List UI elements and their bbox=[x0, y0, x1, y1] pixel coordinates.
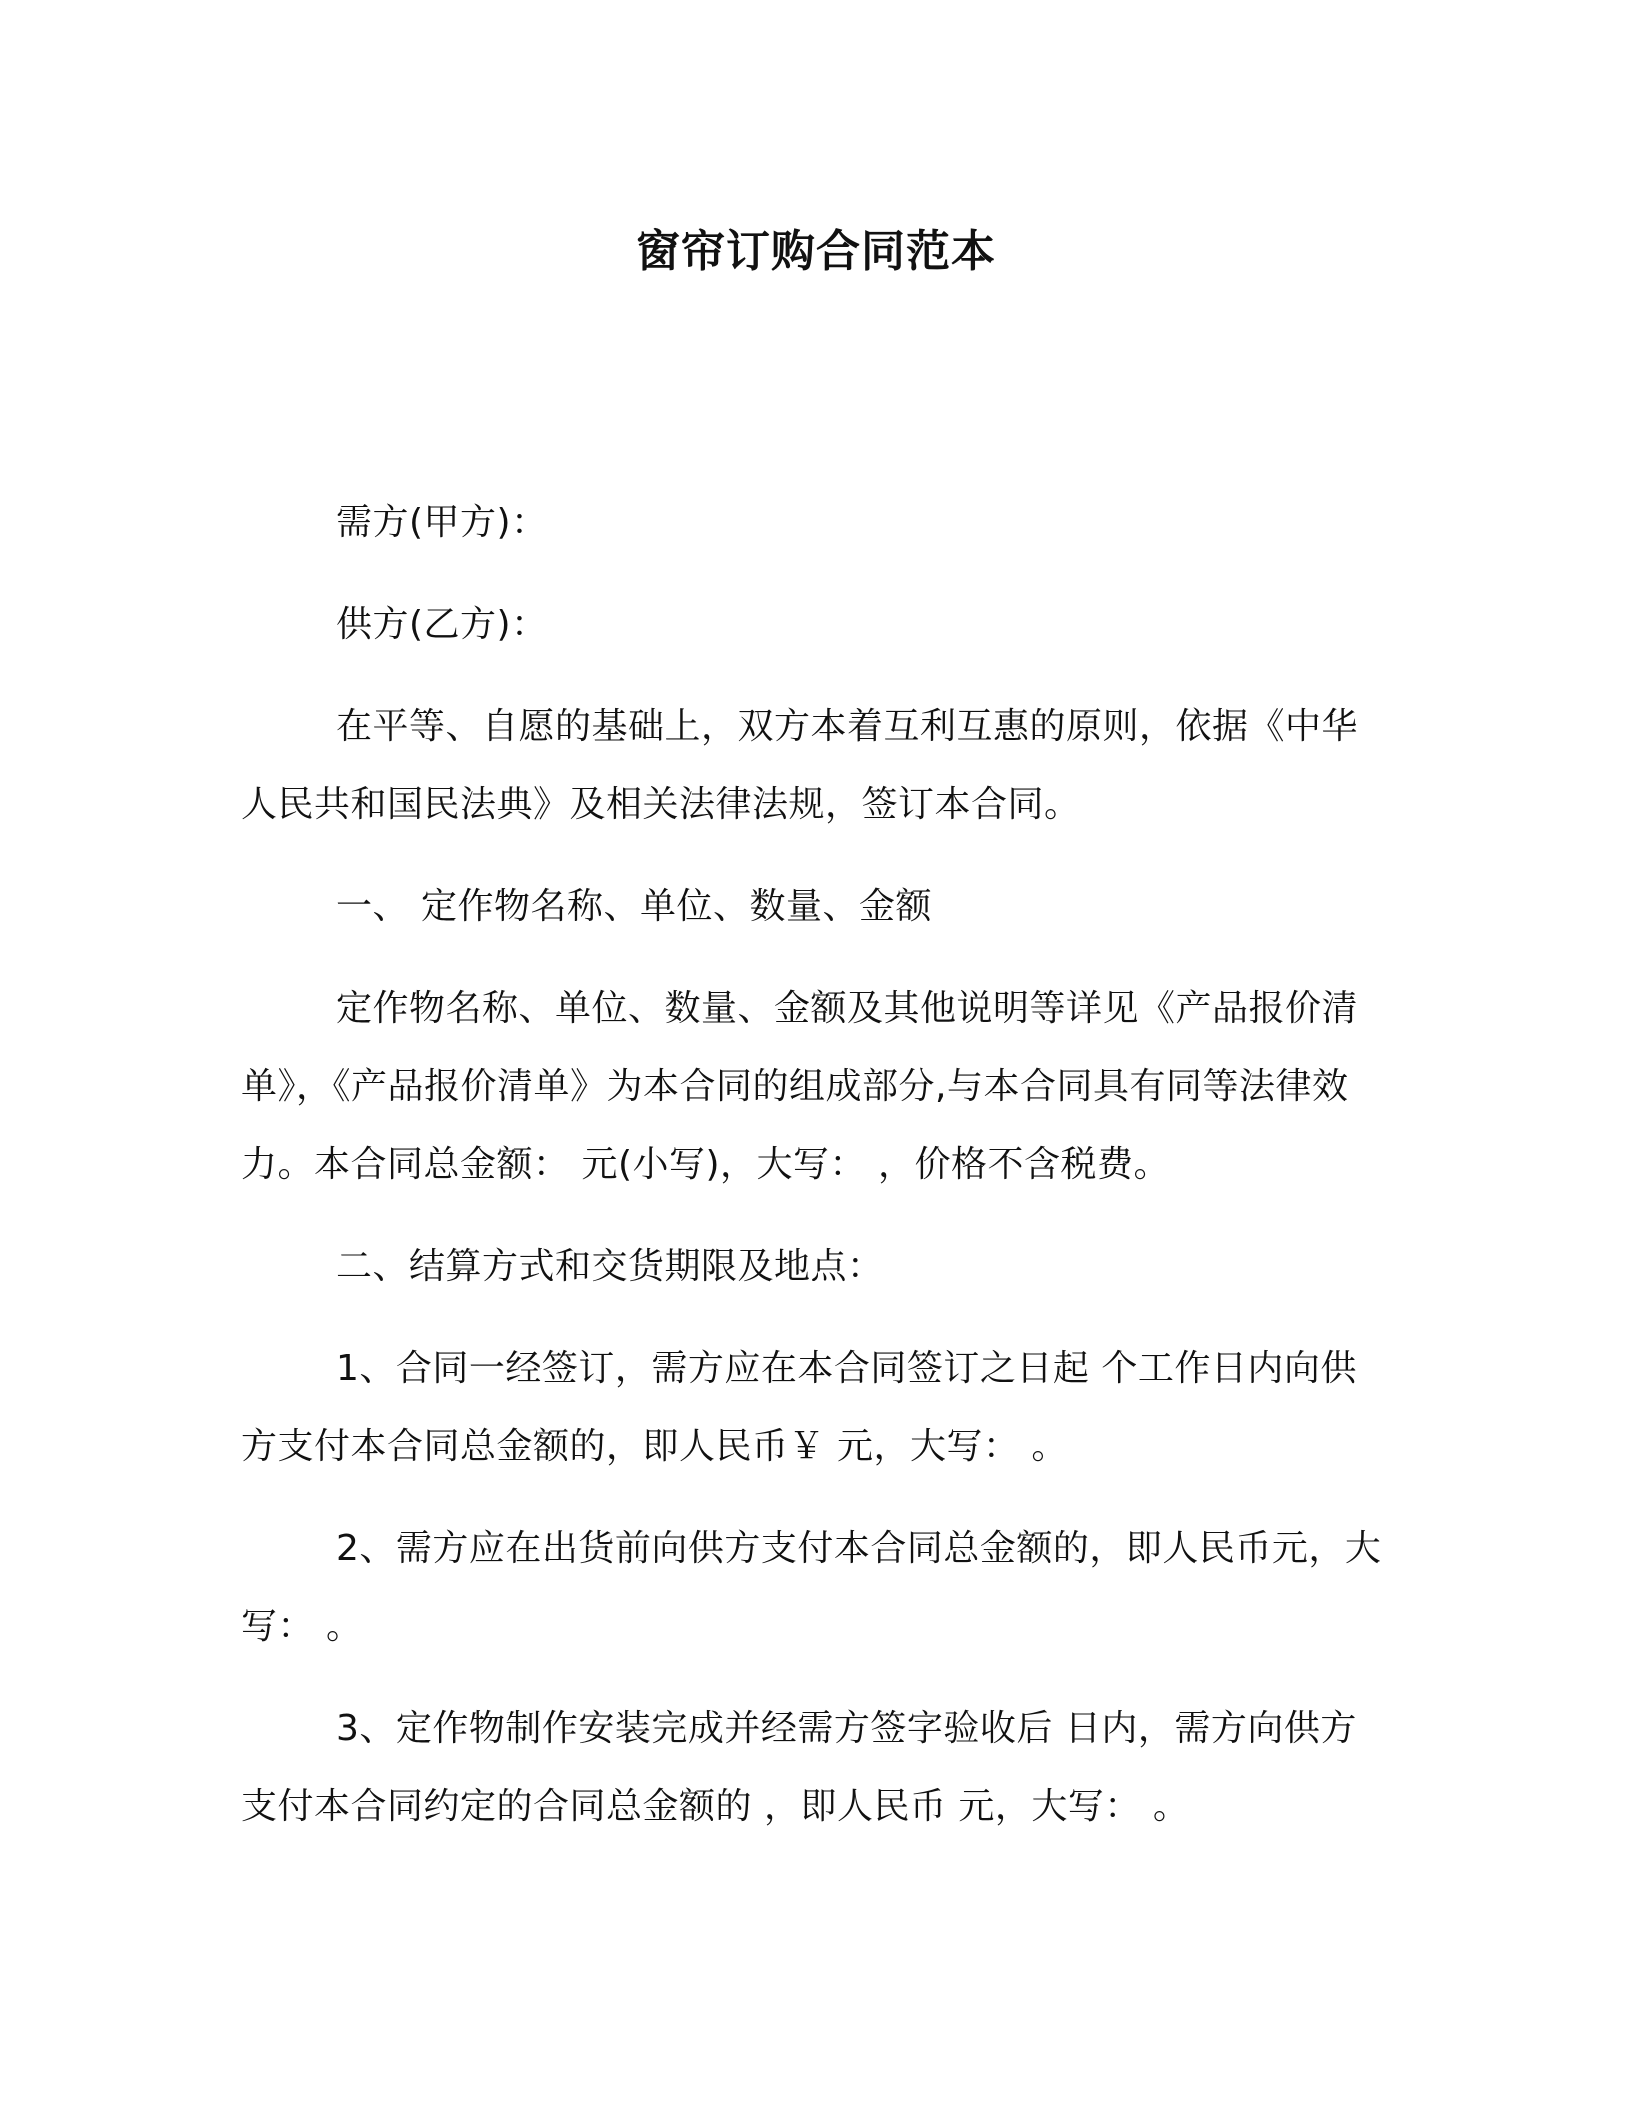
section-1-heading: 一、 定作物名称、单位、数量、金额 bbox=[336, 886, 932, 927]
clause-1-paragraph: 1、合同一经签订，需方应在本合同签订之日起 个工作日内向供方支付本合同总金额的，即人民币￥ 元，大写： 。 bbox=[241, 1348, 1357, 1467]
party-a-line: 需方(甲方)： bbox=[336, 502, 548, 543]
clause-3-paragraph: 3、定作物制作安装完成并经需方签字验收后 日内，需方向供方支付本合同约定的合同总金额的 ，即人民币 元，大写： 。 bbox=[241, 1708, 1357, 1827]
document-title: 窗帘订购合同范本 bbox=[636, 226, 996, 277]
section-2-heading: 二、结算方式和交货期限及地点： bbox=[336, 1246, 884, 1287]
preamble-paragraph: 在平等、自愿的基础上，双方本着互利互惠的原则，依据《中华人民共和国民法典》及相关法律法规，签订本合同。 bbox=[241, 706, 1359, 825]
clause-2-paragraph: 2、需方应在出货前向供方支付本合同总金额的，即人民币元，大写： 。 bbox=[241, 1528, 1382, 1647]
section-1-paragraph: 定作物名称、单位、数量、金额及其他说明等详见《产品报价清单》，《产品报价清单》为本合同的组成部分,与本合同具有同等法律效力。本合同总金额： 元(小写)，大写： ，价格不含税费。 bbox=[241, 988, 1359, 1185]
party-b-line: 供方(乙方)： bbox=[336, 604, 548, 645]
